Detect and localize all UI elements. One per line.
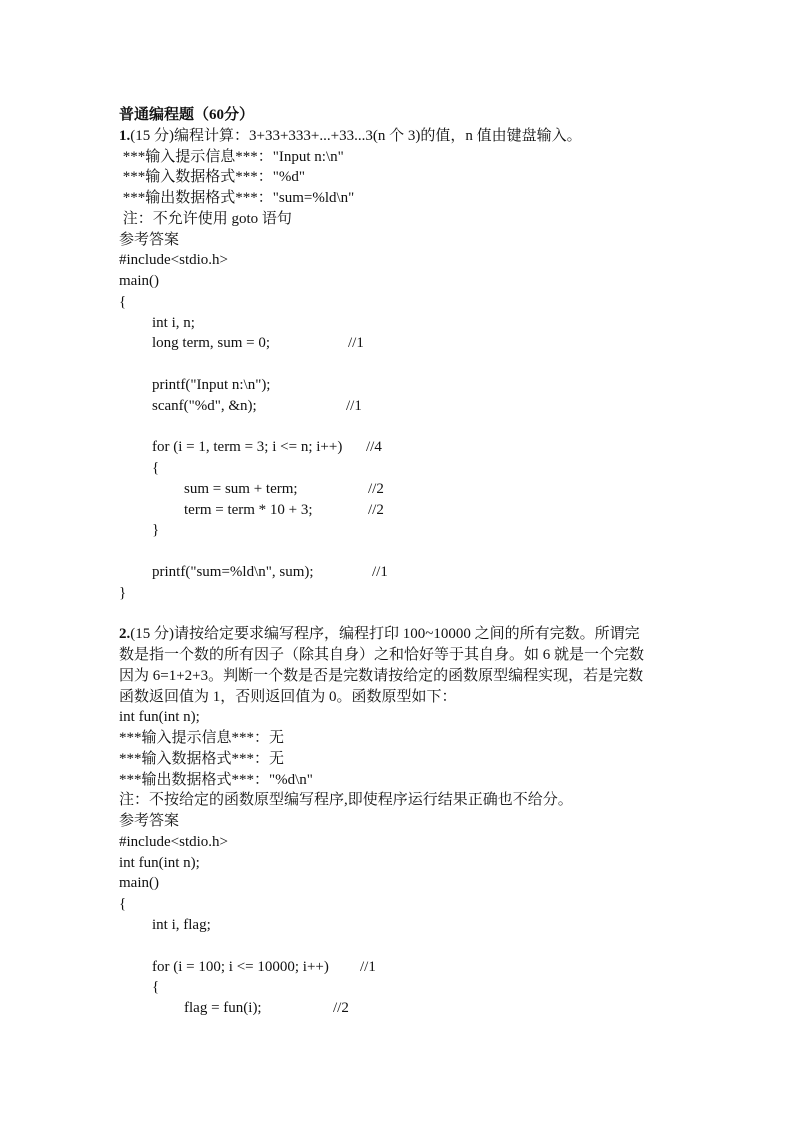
- code-text: printf("Input n:\n");: [152, 377, 271, 393]
- code-line: [152, 396, 257, 416]
- q1-note: [119, 209, 292, 229]
- code-line: [119, 292, 126, 312]
- text: 参考答案: [119, 813, 180, 830]
- text: ***输入提示信息***：无: [119, 730, 285, 747]
- code-text: }: [152, 522, 160, 539]
- code-line: [119, 250, 228, 270]
- code-line: [152, 313, 195, 333]
- q2-output-format: [119, 770, 313, 790]
- code-line: [184, 998, 262, 1018]
- code-line: [184, 500, 313, 520]
- section-heading: [119, 105, 254, 125]
- code-line: [184, 479, 298, 499]
- code-text: int i, flag;: [152, 917, 211, 934]
- code-comment: //4: [366, 439, 382, 456]
- q1-output-format: [119, 188, 354, 208]
- code-line: [152, 333, 270, 353]
- code-line: [119, 271, 159, 291]
- text: ***输入提示信息***："Input n:\n": [119, 148, 344, 165]
- code-line: [152, 957, 329, 977]
- code-line: [119, 853, 200, 873]
- code-text: {: [119, 293, 127, 310]
- code-line: [119, 894, 126, 914]
- code-text: sum = sum + term;: [184, 480, 298, 497]
- code-text: int i, n;: [152, 314, 195, 331]
- code-line: [152, 915, 211, 935]
- code-text: }: [119, 584, 127, 601]
- q2-prompt-line: [119, 666, 643, 686]
- code-line: [119, 832, 228, 852]
- code-text: main(): [119, 273, 159, 290]
- text: 数是指一个数的所有因子（除其自身）之和恰好等于其自身。如 6 就是一个完数: [119, 647, 645, 664]
- question-1-title: [119, 126, 582, 146]
- code-text: {: [152, 460, 160, 477]
- code-text: term = term * 10 + 3;: [184, 501, 313, 518]
- q1-answer-label: [119, 230, 179, 250]
- q2-answer-label: [119, 811, 179, 831]
- code-text: scanf("%d", &n);: [152, 397, 257, 414]
- text: ***输入数据格式***："%d": [119, 169, 305, 186]
- text: 注：不按给定的函数原型编写程序,即使程序运行结果正确也不给分。: [119, 792, 573, 809]
- code-text: main(): [119, 875, 159, 892]
- q1-input-prompt: [119, 147, 344, 167]
- code-text: int fun(int n);: [119, 854, 200, 871]
- code-line: [152, 562, 314, 582]
- question-number: 2.: [119, 626, 131, 643]
- text: int fun(int n);: [119, 709, 200, 726]
- code-line: [119, 873, 159, 893]
- q2-prompt-line: [119, 645, 644, 665]
- text: 参考答案: [119, 231, 180, 248]
- q2-input-format: [119, 749, 284, 769]
- code-comment: //1: [348, 335, 364, 352]
- text: 函数返回值为 1，否则返回值为 0。函数原型如下：: [119, 688, 457, 705]
- q2-note: [119, 790, 573, 810]
- code-text: #include<stdio.h>: [119, 252, 228, 269]
- text: 注：不允许使用 goto 语句: [119, 210, 292, 227]
- code-text: flag = fun(i);: [184, 1000, 262, 1017]
- text: ***输出数据格式***："%d\n": [119, 771, 313, 788]
- question-number: 1.: [119, 127, 131, 144]
- q2-prototype: [119, 707, 200, 727]
- code-line: [152, 437, 342, 457]
- code-comment: //2: [333, 1000, 349, 1017]
- code-text: printf("sum=%ld\n", sum);: [152, 563, 314, 580]
- code-text: #include<stdio.h>: [119, 833, 228, 850]
- q2-prompt-line: [119, 687, 457, 707]
- code-comment: //1: [346, 397, 362, 414]
- text: ***输出数据格式***："sum=%ld\n": [119, 190, 355, 207]
- q1-input-format: [119, 167, 305, 187]
- question-2-title: [119, 624, 640, 644]
- code-line: [152, 520, 159, 540]
- code-text: for (i = 100; i <= 10000; i++): [152, 958, 329, 975]
- code-comment: //2: [368, 480, 384, 497]
- code-text: long term, sum = 0;: [152, 335, 271, 352]
- section-title: 普通编程题（60分）: [119, 107, 255, 123]
- code-line: [152, 977, 159, 997]
- question-prompt: (15 分)编程计算：3+33+333+...+33...3(n 个 3)的值，n 值由键盘输入。: [130, 127, 582, 144]
- code-text: {: [119, 896, 127, 913]
- code-line: [119, 583, 126, 603]
- q2-input-prompt: [119, 728, 284, 748]
- code-comment: //1: [360, 958, 376, 975]
- code-text: for (i = 1, term = 3; i <= n; i++): [152, 439, 343, 456]
- code-comment: //1: [372, 563, 388, 580]
- text: 因为 6=1+2+3。判断一个数是否是完数请按给定的函数原型编程实现，若是完数: [119, 667, 644, 684]
- code-line: [152, 375, 270, 395]
- code-text: {: [152, 979, 160, 996]
- question-prompt: (15 分)请按给定要求编写程序，编程打印 100~10000 之间的所有完数。所谓完: [130, 626, 640, 643]
- code-line: [152, 458, 159, 478]
- text: ***输入数据格式***：无: [119, 750, 285, 767]
- code-comment: //2: [368, 501, 384, 518]
